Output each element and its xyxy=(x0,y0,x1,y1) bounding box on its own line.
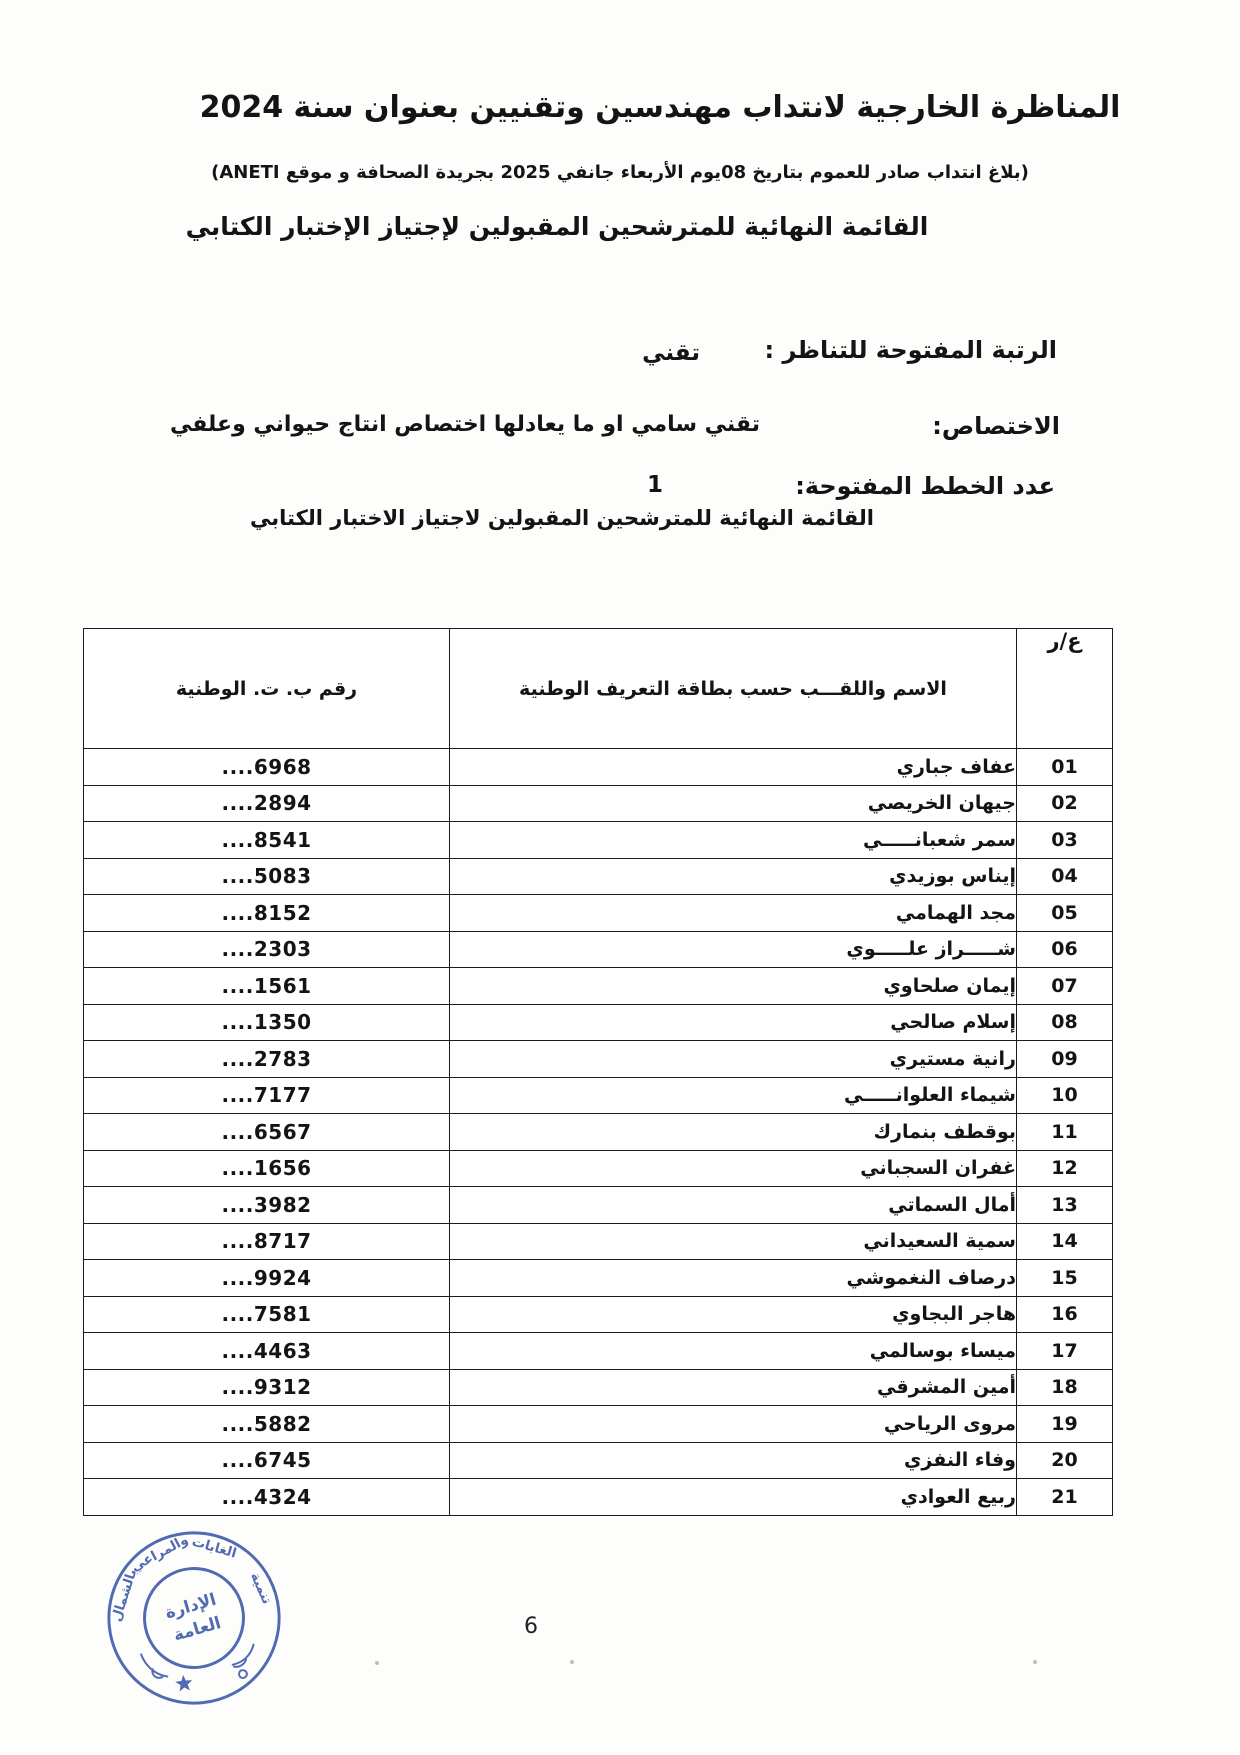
row-index: 08 xyxy=(1017,1004,1113,1041)
candidate-name: ربيع العوادي xyxy=(450,1479,1017,1516)
candidate-name: مجد الهمامي xyxy=(450,895,1017,932)
row-index: 15 xyxy=(1017,1260,1113,1297)
table-row xyxy=(84,1369,1113,1406)
table-row xyxy=(84,822,1113,859)
candidate-national-id: ....4463 xyxy=(84,1333,450,1370)
candidate-name: إيناس بوزيدي xyxy=(450,858,1017,895)
final-list-heading: القائمة النهائية للمترشحين المقبولين لإجتياز الإختبار الكتابي xyxy=(185,212,929,241)
candidate-national-id: ....9924 xyxy=(84,1260,450,1297)
stamp-inner-line1: الإدارة xyxy=(162,1588,219,1623)
stamp-ring-word-chamal: بالشمال xyxy=(109,1567,141,1624)
row-index: 16 xyxy=(1017,1296,1113,1333)
row-index: 19 xyxy=(1017,1406,1113,1443)
scan-speck xyxy=(1033,1660,1037,1664)
field-rank-value: تقني xyxy=(642,340,700,366)
stamp-ring-word-maraai: والمراعي xyxy=(128,1532,191,1576)
row-index: 13 xyxy=(1017,1187,1113,1224)
stamp-ring-word-tanmia: تنمية xyxy=(246,1570,275,1607)
candidate-name: سمية السعيداني xyxy=(450,1223,1017,1260)
header-name: الاسم واللقـــب حسب بطاقة التعريف الوطنية xyxy=(450,629,1017,749)
table-row xyxy=(84,1077,1113,1114)
row-index: 04 xyxy=(1017,858,1113,895)
table-row xyxy=(84,1041,1113,1078)
table-row xyxy=(84,931,1113,968)
candidate-name: رانية مستيري xyxy=(450,1041,1017,1078)
candidate-national-id: ....1350 xyxy=(84,1004,450,1041)
row-index: 21 xyxy=(1017,1479,1113,1516)
field-open-posts-label: عدد الخطط المفتوحة: xyxy=(795,472,1055,500)
header-national-id: رقم ب. ت. الوطنية xyxy=(84,629,450,749)
candidate-national-id: ....8717 xyxy=(84,1223,450,1260)
candidate-national-id: ....4324 xyxy=(84,1479,450,1516)
table-row xyxy=(84,1223,1113,1260)
table-row xyxy=(84,749,1113,786)
candidate-national-id: ....5083 xyxy=(84,858,450,895)
table-row xyxy=(84,785,1113,822)
table-row xyxy=(84,1406,1113,1443)
row-index: 09 xyxy=(1017,1041,1113,1078)
table-row xyxy=(84,1004,1113,1041)
candidate-name: بوقطف بنمارك xyxy=(450,1114,1017,1151)
scan-speck xyxy=(570,1660,574,1664)
scan-speck xyxy=(375,1661,379,1665)
candidates-table-title: القائمة النهائية للمترشحين المقبولين لاجتياز الاختبار الكتابي xyxy=(250,506,874,530)
candidate-name: أمال السماتي xyxy=(450,1187,1017,1224)
table-header-row xyxy=(84,629,1113,749)
table-row xyxy=(84,968,1113,1005)
candidate-national-id: ....2894 xyxy=(84,785,450,822)
candidate-name: غفران السجباني xyxy=(450,1150,1017,1187)
row-index: 14 xyxy=(1017,1223,1113,1260)
candidate-national-id: ....5882 xyxy=(84,1406,450,1443)
candidate-name: وفاء النفزي xyxy=(450,1442,1017,1479)
row-index: 06 xyxy=(1017,931,1113,968)
candidate-national-id: ....7581 xyxy=(84,1296,450,1333)
table-row xyxy=(84,1187,1113,1224)
table-row xyxy=(84,1479,1113,1516)
table-row xyxy=(84,1114,1113,1151)
stamp-ring-word-ghabat: الغابات xyxy=(190,1534,239,1562)
candidate-national-id: ....3982 xyxy=(84,1187,450,1224)
candidate-name: سمر شعبانـــــي xyxy=(450,822,1017,859)
stamp-inner-line2: العامة xyxy=(170,1612,224,1645)
field-specialty-label: الاختصاص: xyxy=(932,412,1060,440)
table-row xyxy=(84,1442,1113,1479)
row-index: 17 xyxy=(1017,1333,1113,1370)
candidate-national-id: ....9312 xyxy=(84,1369,450,1406)
candidate-name: إسلام صالحي xyxy=(450,1004,1017,1041)
candidate-name: إيمان صلحاوي xyxy=(450,968,1017,1005)
candidate-national-id: ....2303 xyxy=(84,931,450,968)
header-index: ع/ر xyxy=(1017,629,1113,749)
field-open-posts-value: 1 xyxy=(646,472,663,498)
candidate-national-id: ....2783 xyxy=(84,1041,450,1078)
official-round-stamp xyxy=(91,1515,298,1722)
candidate-national-id: ....1656 xyxy=(84,1150,450,1187)
candidate-name: درصاف النغموشي xyxy=(450,1260,1017,1297)
candidate-name: مروى الرياحي xyxy=(450,1406,1017,1443)
field-specialty-value: تقني سامي او ما يعادلها اختصاص انتاج حيواني وعلفي xyxy=(169,412,760,437)
table-row xyxy=(84,1296,1113,1333)
candidate-name: شيماء العلوانـــــي xyxy=(450,1077,1017,1114)
stamp-signature-squiggles xyxy=(141,1643,257,1689)
candidate-national-id: ....1561 xyxy=(84,968,450,1005)
page-number: 6 xyxy=(524,1614,538,1639)
row-index: 02 xyxy=(1017,785,1113,822)
row-index: 07 xyxy=(1017,968,1113,1005)
table-row xyxy=(84,1260,1113,1297)
row-index: 01 xyxy=(1017,749,1113,786)
candidates-table xyxy=(83,628,1113,1516)
table-row xyxy=(84,895,1113,932)
table-row xyxy=(84,1333,1113,1370)
row-index: 11 xyxy=(1017,1114,1113,1151)
candidate-national-id: ....7177 xyxy=(84,1077,450,1114)
candidate-name: هاجر البجاوي xyxy=(450,1296,1017,1333)
candidate-national-id: ....8541 xyxy=(84,822,450,859)
table-row xyxy=(84,1150,1113,1187)
row-index: 03 xyxy=(1017,822,1113,859)
candidate-national-id: ....8152 xyxy=(84,895,450,932)
row-index: 20 xyxy=(1017,1442,1113,1479)
candidate-name: ميساء بوسالمي xyxy=(450,1333,1017,1370)
candidate-name: جيهان الخريصي xyxy=(450,785,1017,822)
row-index: 05 xyxy=(1017,895,1113,932)
announcement-subtitle: (بلاغ انتداب صادر للعموم بتاريخ 08يوم الأربعاء جانفي 2025 بجريدة الصحافة و موقع ANETI) xyxy=(211,162,1029,183)
row-index: 18 xyxy=(1017,1369,1113,1406)
candidate-national-id: ....6745 xyxy=(84,1442,450,1479)
candidate-national-id: ....6567 xyxy=(84,1114,450,1151)
stamp-svg xyxy=(91,1515,298,1722)
row-index: 10 xyxy=(1017,1077,1113,1114)
table-row xyxy=(84,858,1113,895)
stamp-star-icon xyxy=(175,1674,194,1692)
candidate-national-id: ....6968 xyxy=(84,749,450,786)
candidate-name: عفاف جباري xyxy=(450,749,1017,786)
candidate-name: شـــــراز علـــــوي xyxy=(450,931,1017,968)
row-index: 12 xyxy=(1017,1150,1113,1187)
field-rank-label: الرتبة المفتوحة للتناظر : xyxy=(764,336,1057,364)
main-title: المناظرة الخارجية لانتداب مهندسين وتقنيين بعنوان سنة 2024 xyxy=(199,90,1121,125)
candidate-name: أمين المشرقي xyxy=(450,1369,1017,1406)
